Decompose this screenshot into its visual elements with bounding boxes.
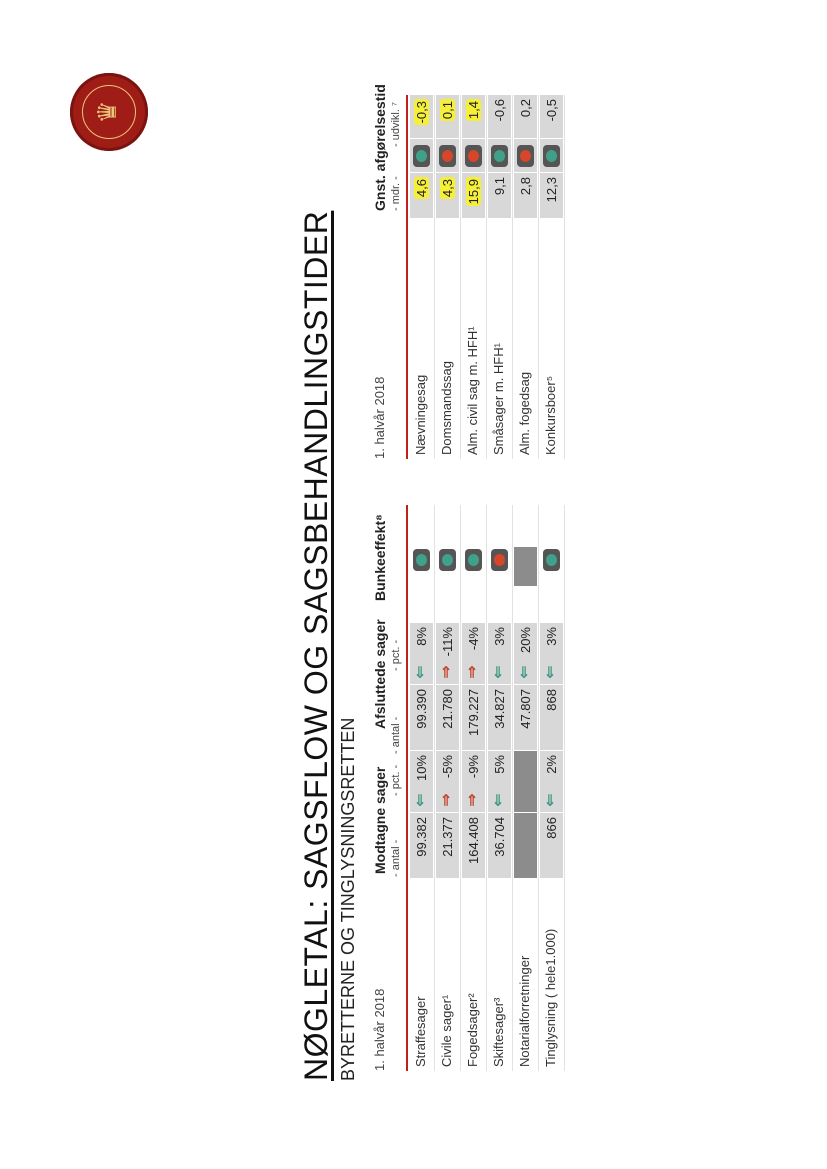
received-arrow-icon: ⇒ [438, 793, 455, 807]
development-value: -0,5 [544, 99, 559, 122]
time-traffic-light-icon-lamp [546, 150, 557, 162]
right-header-rule [406, 95, 408, 459]
received-arrow-icon: ⇐ [490, 793, 507, 807]
table-row [514, 505, 537, 1071]
row-label: Notarialforretninger [517, 955, 532, 1067]
completed-pct: -4% [462, 623, 485, 685]
avg-months [514, 173, 537, 219]
crown-icon: ♛ [92, 100, 122, 124]
header-received: Modtagne sager [372, 766, 388, 874]
received-pct: -5% [436, 751, 459, 813]
received-count: 164.408 [462, 813, 485, 879]
avg-months-value: 2,8 [518, 177, 533, 196]
row-label: Fogedsager² [465, 993, 480, 1067]
received-count: 99.382 [410, 813, 433, 879]
row-divider [460, 95, 461, 459]
table-row [410, 505, 433, 1071]
backlog-traffic-light-icon [413, 549, 430, 571]
header-completed: Afsluttede sager [372, 619, 388, 729]
backlog-traffic-light-icon-lamp [442, 554, 453, 566]
time-traffic-light-icon-lamp [494, 150, 505, 162]
page-title: NØGLETAL: SAGSFLOW OG SAGSBEHANDLINGSTIDER [298, 210, 334, 1081]
backlog-traffic-light-icon-lamp [468, 554, 479, 566]
row-label: Alm. fogedsag [517, 371, 532, 455]
table-row [514, 95, 537, 459]
row-label: Civile sager¹ [439, 994, 454, 1067]
row-divider [564, 505, 565, 1071]
table-row [540, 505, 563, 1071]
table-row [488, 505, 511, 1071]
received-pct [514, 751, 537, 813]
sub-completed-count: - antal - [390, 716, 402, 754]
row-label: Skiftesager³ [491, 997, 506, 1067]
development-value: -0,6 [492, 99, 507, 122]
table-row [540, 95, 563, 459]
received-count: 866 [540, 813, 563, 879]
completed-count: 99.390 [410, 685, 433, 751]
completed-arrow-icon: ⇒ [464, 665, 481, 679]
row-label: Alm. civil sag m. HFH¹ [465, 326, 480, 455]
avg-months-value: 4,3 [440, 179, 455, 198]
row-label: Nævningesag [413, 374, 428, 455]
completed-count: 868 [540, 685, 563, 751]
completed-arrow-icon: ⇐ [542, 665, 559, 679]
time-traffic-light-icon [413, 145, 430, 167]
table-row [436, 505, 459, 1071]
row-divider [486, 95, 487, 459]
avg-months [540, 173, 563, 219]
avg-months-value: 12,3 [544, 177, 559, 203]
page-subtitle: BYRETTERNE OG TINGLYSNINGSRETTEN [338, 717, 358, 1081]
avg-months [488, 173, 511, 219]
row-label: Domsmandssag [439, 361, 454, 455]
row-divider [512, 95, 513, 459]
table-row [462, 95, 485, 459]
development [462, 95, 485, 139]
time-traffic-light-icon-lamp [442, 150, 453, 162]
received-count [514, 813, 537, 879]
right-period-label: 1. halvår 2018 [372, 376, 387, 459]
development-value: 1,4 [466, 101, 481, 120]
row-divider [538, 505, 539, 1071]
row-label: Småsager m. HFH¹ [491, 343, 506, 455]
backlog-traffic-light-icon [439, 549, 456, 571]
backlog-empty [514, 547, 537, 587]
time-traffic-light-icon [465, 145, 482, 167]
domstolsstyrelsen-logo [70, 73, 148, 151]
received-count: 21.377 [436, 813, 459, 879]
completed-arrow-icon: ⇐ [490, 665, 507, 679]
row-divider [512, 505, 513, 1071]
backlog-traffic-light-icon [491, 549, 508, 571]
completed-count: 47.807 [514, 685, 537, 751]
left-period-label: 1. halvår 2018 [372, 988, 387, 1071]
received-arrow-icon: ⇐ [412, 793, 429, 807]
received-pct: 2% [540, 751, 563, 813]
development [410, 95, 433, 139]
received-arrow-icon: ⇒ [464, 793, 481, 807]
completed-count: 21.780 [436, 685, 459, 751]
time-traffic-light-icon [543, 145, 560, 167]
development [514, 95, 537, 139]
backlog-traffic-light-icon [465, 549, 482, 571]
received-arrow-icon: ⇐ [542, 793, 559, 807]
development-value: -0,3 [414, 101, 429, 124]
time-traffic-light-icon [439, 145, 456, 167]
avg-months [436, 173, 459, 219]
completed-count: 179.227 [462, 685, 485, 751]
backlog-traffic-light-icon [543, 549, 560, 571]
avg-months-value: 15,9 [466, 179, 481, 205]
received-pct: 10% [410, 751, 433, 813]
backlog-traffic-light-icon-lamp [416, 554, 427, 566]
row-divider [564, 95, 565, 459]
completed-pct: 3% [540, 623, 563, 685]
completed-pct: 20% [514, 623, 537, 685]
completed-pct: -11% [436, 623, 459, 685]
avg-months-value: 9,1 [492, 177, 507, 196]
backlog-traffic-light-icon-lamp [494, 554, 505, 566]
time-traffic-light-icon [491, 145, 508, 167]
development [436, 95, 459, 139]
table-row [488, 95, 511, 459]
sub-months: - mdr. - [390, 176, 402, 211]
sub-completed-pct: - pct. - [390, 639, 402, 671]
time-traffic-light-icon [517, 145, 534, 167]
time-traffic-light-icon-lamp [416, 150, 427, 162]
sub-development: - udvikl. ⁷ [390, 102, 402, 147]
completed-arrow-icon: ⇐ [516, 665, 533, 679]
table-row [410, 95, 433, 459]
row-divider [460, 505, 461, 1071]
received-pct: 5% [488, 751, 511, 813]
received-pct: -9% [462, 751, 485, 813]
completed-arrow-icon: ⇒ [438, 665, 455, 679]
development-value: 0,2 [518, 99, 533, 118]
row-label: Konkursboer⁵ [543, 375, 558, 455]
table-row [462, 505, 485, 1071]
time-traffic-light-icon-lamp [520, 150, 531, 162]
avg-months [410, 173, 433, 219]
row-divider [434, 505, 435, 1071]
sub-received-count: - antal - [390, 839, 402, 877]
row-divider [434, 95, 435, 459]
header-backlog: Bunkeeffekt⁸ [372, 514, 388, 601]
development [488, 95, 511, 139]
completed-pct: 8% [410, 623, 433, 685]
table-row [436, 95, 459, 459]
completed-count: 34.827 [488, 685, 511, 751]
completed-pct: 3% [488, 623, 511, 685]
time-traffic-light-icon-lamp [468, 150, 479, 162]
row-label: Tinglysning ( hele1.000) [543, 928, 558, 1067]
development [540, 95, 563, 139]
avg-months [462, 173, 485, 219]
row-divider [486, 505, 487, 1071]
backlog-traffic-light-icon-lamp [546, 554, 557, 566]
completed-arrow-icon: ⇐ [412, 665, 429, 679]
sub-received-pct: - pct. - [390, 764, 402, 796]
left-header-rule [406, 505, 408, 1071]
received-count: 36.704 [488, 813, 511, 879]
development-value: 0,1 [440, 101, 455, 120]
row-label: Straffesager [413, 996, 428, 1067]
row-divider [538, 95, 539, 459]
avg-months-value: 4,6 [414, 179, 429, 198]
header-avg-time: Gnst. afgørelsestid [372, 84, 388, 211]
